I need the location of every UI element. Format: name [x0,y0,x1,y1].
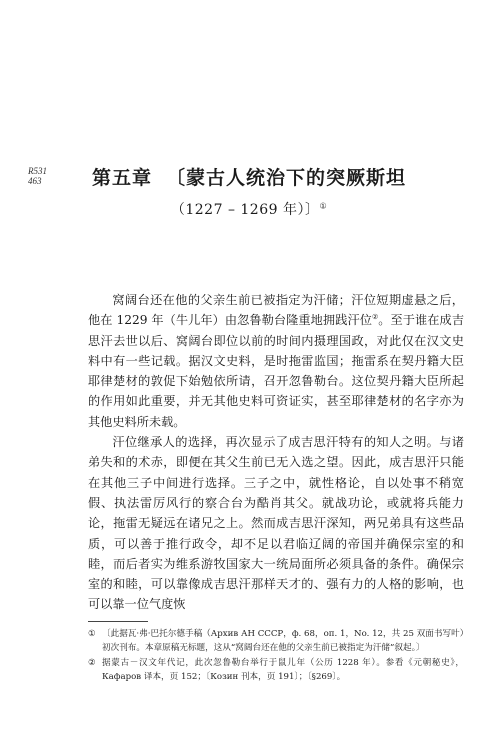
footnote-text: 据蒙古－汉文年代记，此次忽鲁勒台举行于鼠儿年（公历 1228 年）。参看《元朝秘史》，Кафаров 译本，页 152；〔Козин 刊本，页 191〕；〔§269〕。 [102,658,464,682]
page-ref-number: 463 [28,176,42,186]
chapter-note-mark[interactable]: ① [319,201,328,211]
chapter-title-text: 〔蒙古人统治下的突厥斯坦 [166,167,407,189]
footnote-divider [88,621,148,622]
footnote-mark: ① [88,629,96,639]
paragraph-1 [88,290,464,432]
footnote-item [88,657,464,684]
footnotes [88,628,464,686]
paragraph-2-text: 汗位继承人的选择，再次显示了成吉思汗特有的知人之明。与诸弟失和的术赤，即便在其父生前已无入选之望。因此，成吉思汗只能在其他三子中间进行选择。三子之中，就性格论，自以处事不稍宽假、执法雷厉风行的察合台为酷肖其父。就战功论，或就将兵能力论，拖雷无疑远在诸兄之上。然而成吉思汗深知，两兄弟具有这些品质，可以善于推行政令，却不足以君临辽阔的帝国并确保宗室的和睦，而后者实为维系游牧国家大一统局面所必须具备的条件。确保宗室的和睦，可以靠像成吉思汗那样天才的、强有力的人格的影响，也可以靠一位气度恢 [88,435,464,612]
chapter-title [0,163,498,190]
chapter-dates [0,199,498,219]
footnote-ref-2[interactable]: ② [371,313,379,322]
footnote-item [88,628,464,655]
paragraph-1-text-cont: 。至于谁在成吉思汗去世以后、窝阔台即位以前的时间内摄理国政，对此仅在汉文史料中有一些记载。据汉文史料，是时拖雷监国；拖雷系在契丹籍大臣耶律楚材的敦促下始勉依所请，召开忽鲁勒台。这位契丹籍大臣所起的作用如此重要，并无其他史料可资证实，甚至耶律楚材的名字亦为其他史料所未载。 [88,313,465,429]
paragraph-2 [88,432,464,615]
footnote-mark: ② [88,658,96,668]
body-text [88,290,464,615]
paragraph-1-text: 窝阔台还在他的父亲生前已被指定为汗储；汗位短期虚悬之后，他在 1229 年（牛儿年）由忽鲁勒台隆重地拥践汗位 [88,293,464,328]
page-ref-r: R531 [28,166,47,176]
chapter-dates-text: （1227 – 1269 年）〕 [170,202,320,218]
footnote-text: 〔此据瓦·弗·巴托尔德手稿（Архив АН СССР，ф. 68，оп. 1，No. 12，共 25 双面书写叶）初次刊布。本章原稿无标题，这从“窝阔台还在他的父亲生前已被指定为汗储”叙起。〕 [102,629,464,653]
chapter-label: 第五章 [91,167,152,189]
